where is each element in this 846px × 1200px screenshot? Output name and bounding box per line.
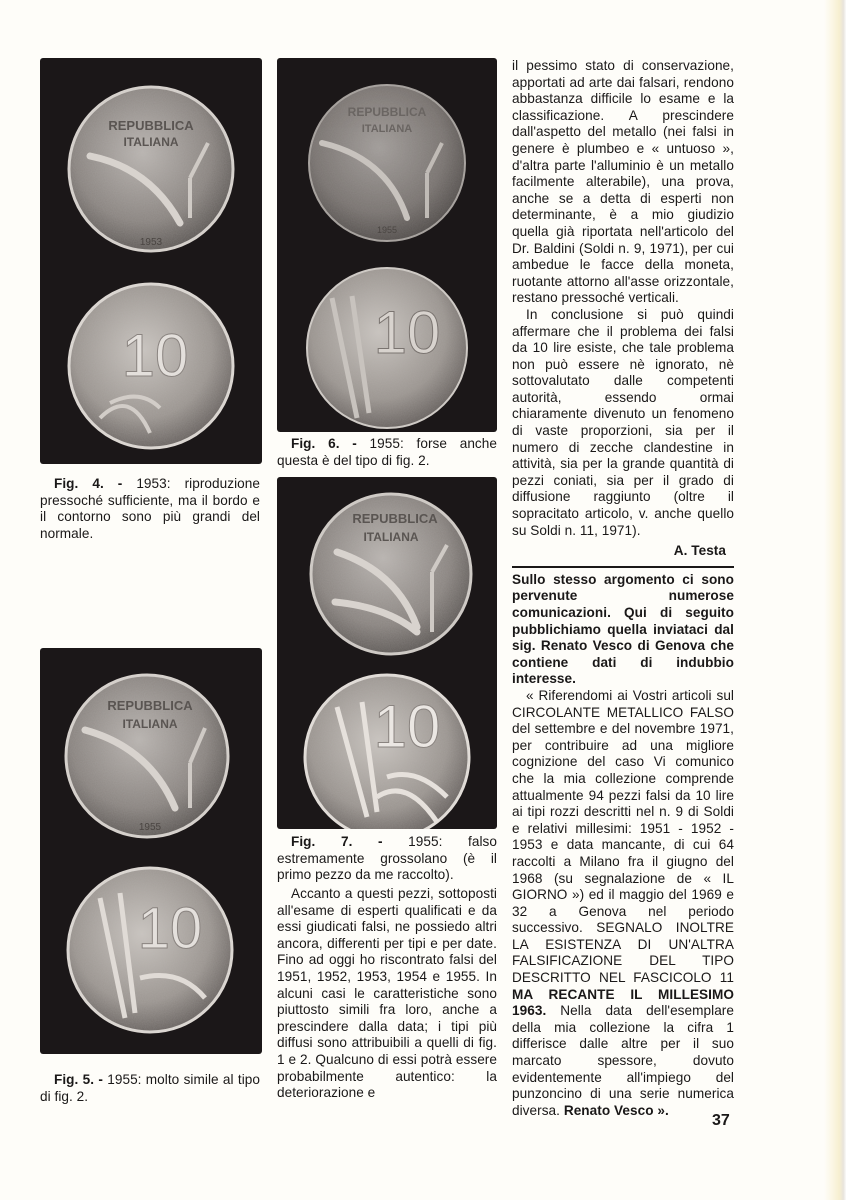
coin-legend-1: REPUBBLICA xyxy=(107,698,193,713)
fig6-caption xyxy=(277,436,497,469)
fig4-photo xyxy=(40,58,262,464)
coin-legend-2: ITALIANA xyxy=(361,123,413,135)
coin-obverse xyxy=(69,87,233,251)
coin-date: 1955 xyxy=(138,822,162,833)
coin-legend-2: ITALIANA xyxy=(363,530,419,544)
section-divider xyxy=(512,566,734,568)
coin-legend-1: REPUBBLICA xyxy=(352,511,438,526)
letter-text-continued: Nella data dell'esemplare della mia collezione la cifra 1 differisce dalle altre per il suo marcato spessore, dovuto evidentemente all'impiego del punzoncino di una serie numerica diversa. xyxy=(512,1003,734,1118)
fig7-caption xyxy=(277,834,497,884)
coin-legend-2: ITALIANA xyxy=(123,135,179,149)
author-signature: A. Testa xyxy=(673,543,726,559)
fig5-text: 1955: molto simile al tipo di fig. 2. xyxy=(40,1072,260,1104)
coin-obverse xyxy=(311,494,471,654)
fig4-text: 1953: riproduzione pressoché sufficiente, ma il bordo e il contorno sono più grandi del normale. xyxy=(40,476,260,541)
fig6-text: 1955: forse anche questa è del tipo di fig. 2. xyxy=(277,436,497,468)
coin-legend-1: REPUBBLICA xyxy=(347,105,427,119)
letter-signature: Renato Vesco ». xyxy=(563,1102,669,1118)
page-edge xyxy=(824,0,846,1200)
body-paragraph: il pessimo stato di conservazione, apportati ad arte dai falsari, rendono abbastanza difficile lo esame e la classificazione. A prescindere dall'aspetto del metallo (nei falsi in genere è plumbeo e « untuoso », d'altra parte l'alluminio è un metallo facilmente alterabile), una prova, anche se a detta di esperti non determinante, è a mio giudizio quella già riportata nell'articolo del Dr. Baldini (Soldi n. 9, 1971), per cui ambedue le facce della moneta, ruotante attorno all'asse orizzontale, restano pressoché verticali. xyxy=(512,58,734,306)
coin-legend-1: REPUBBLICA xyxy=(108,118,194,133)
editor-note: Sullo stesso argomento ci sono pervenute numerose comunicazioni. Qui di seguito pubblichiamo quella inviataci dal sig. Renato Vesco di Genova che contiene dati di indubbio interesse. xyxy=(512,571,734,687)
coin-date: 1953 xyxy=(139,237,163,248)
coin-value: 10 xyxy=(137,896,203,961)
letter-text: « Riferendomi ai Vostri articoli sul CIRCOLANTE METALLICO FALSO del settembre e del novembre 1971, per contribuire ad una migliore cognizione del caso Vi comunico che la mia collezione comprende attualmente 94 pezzi falsi da 10 lire ai tipi rozzi descritti nel n. 9 di Soldi e relativi millesimi: 1951 - 1952 - 1953 e data mancante, di cui 64 raccolti a Milano fra il giugno del 1968 (su segnalazione de « IL GIORNO ») ed il maggio del 1969 e 32 a Genova nel periodo successivo. SEGNALO INOLTRE LA ESISTENZA DI UN'ALTRA FALSIFICAZIONE DEL TIPO DESCRITTO NEL FASCICOLO 11 xyxy=(512,687,734,986)
fig5-label: Fig. 5. - xyxy=(54,1072,103,1087)
letter-paragraph xyxy=(512,688,734,1119)
fig7-photo xyxy=(277,477,497,829)
coin-date: 1955 xyxy=(376,225,398,235)
coin-legend-2: ITALIANA xyxy=(122,717,178,731)
fig5-photo xyxy=(40,648,262,1054)
coin-reverse xyxy=(307,268,467,428)
body-paragraph: In conclusione si può quindi affermare che il problema dei falsi da 10 lire esiste, che tale problema non può essere nè ignorato, nè sottovalutato dalle competenti autorità, essendo ormai chiaramente divenuto un fenomeno di vaste proporzioni, sia per il numero di zecche clandestine in attività, sia per la grande quantità di pezzi coniati, sia per il grado di diffusione raggiunto (oltre il sopracitato articolo, v. anche quello su Soldi n. 11, 1971). xyxy=(512,306,734,538)
fig4-label: Fig. 4. - xyxy=(54,476,123,491)
fig7-text: 1955: falso estremamente grossolano (è il primo pezzo da me raccolto). xyxy=(277,834,498,883)
right-column xyxy=(512,58,734,1119)
coin-value: 10 xyxy=(373,693,441,760)
coin-reverse xyxy=(69,284,233,448)
coin-obverse xyxy=(309,85,465,241)
coin-obverse xyxy=(66,675,228,837)
letter-bold-text: MA RECANTE IL MILLESIMO 1963. xyxy=(512,986,734,1019)
coin-reverse xyxy=(68,868,232,1032)
fig7-label: Fig. 7. - xyxy=(291,834,383,849)
coin-value: 10 xyxy=(373,299,441,366)
fig6-label: Fig. 6. - xyxy=(291,436,357,451)
middle-column xyxy=(277,886,497,1102)
coin-reverse xyxy=(305,675,469,829)
coin-value: 10 xyxy=(121,322,189,389)
fig6-photo xyxy=(277,58,497,432)
fig5-caption xyxy=(40,1072,260,1105)
body-paragraph: Accanto a questi pezzi, sottoposti all'esame di esperti qualificati e da essi giudicati falsi, ne possiedo altri ancora, differenti per tipi e per date. Fino ad oggi ho riscontrato falsi del 1951, 1952, 1953, 1954 e 1955. In alcuni casi le caratteristiche sono piuttosto simili fra loro, anche a prescindere dalla data; i tipi più diffusi sono attribuibili a quelli di fig. 1 e 2. Qualcuno di essi potrà essere probabilmente autentico: la deteriorazione e xyxy=(277,886,497,1101)
page-number: 37 xyxy=(712,1112,730,1129)
fig4-caption xyxy=(40,476,260,542)
